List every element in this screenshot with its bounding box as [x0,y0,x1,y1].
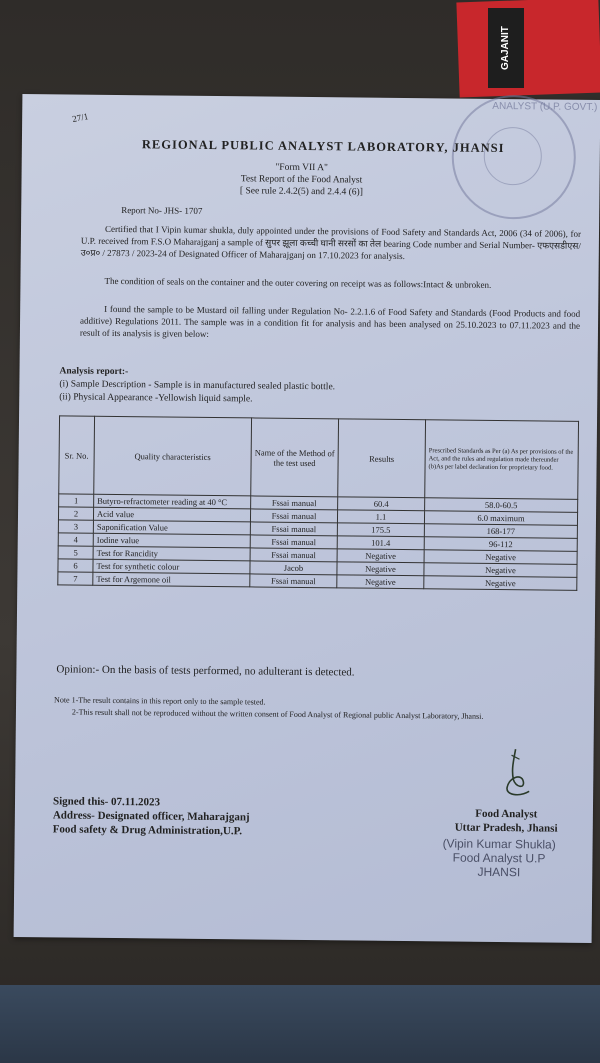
row-quality: Test for Argemone oil [93,572,250,587]
row-sr: 3 [58,520,93,533]
row-standard: 96-112 [424,537,577,552]
row-result: 101.4 [337,536,424,550]
test-report-document [14,94,600,943]
row-sr: 1 [59,494,94,507]
form-subtitle: Test Report of the Food Analyst [240,174,363,186]
row-quality: Butyro-refractometer reading at 40 °C [94,494,251,509]
row-standard: Negative [424,563,577,578]
opinion-statement: Opinion:- On the basis of tests performed, no adulterant is detected. [56,663,355,679]
notes-block [54,694,484,722]
bottom-cloth [0,985,600,1063]
row-standard: 168-177 [424,524,577,539]
analyst-location: Uttar Pradesh, Jhansi [454,821,558,835]
row-standard: Negative [424,576,577,591]
row-result: Negative [337,562,424,576]
header-sr-no: Sr. No. [59,416,95,494]
corner-mark: 27/1 [71,111,90,125]
signed-date: Signed this- 07.11.2023 [52,795,161,809]
analyst-signature [485,747,546,800]
physical-appearance: (ii) Physical Appearance -Yellowish liquid sample. [59,392,253,405]
book-title: GAJANIT [488,8,524,88]
signed-block [53,794,250,838]
seal-city: JHANSI [477,864,521,880]
analysis-heading: Analysis report:- [59,366,129,378]
header-method: Name of the Method of the test used [251,418,339,497]
row-sr: 4 [58,533,93,546]
row-method: Fssai manual [250,548,337,562]
row-result: Negative [337,549,424,563]
row-quality: Test for synthetic colour [93,559,250,574]
row-method: Jacob [250,561,337,575]
certification-paragraph: Certified that I Vipin kumar shukla, duly appointed under the provisions of Food Safety and Standards Act, 2006 (34 of 2006), for U.P. received from F.S.O Maharajganj a sample of सुपर झूला कच्ची घानी सरसों का तेल bearing Code number and Serial Number- एफएसडीएस/ उ०प्र० / 27873 / 2023-24 of Designated Officer of Maharajganj on 17.10.2023 for analysis. [80,223,582,262]
row-method: Fssai manual [251,496,338,510]
row-result: Negative [337,575,424,589]
lab-title: REGIONAL PUBLIC ANALYST LABORATORY, JHANSI [141,137,505,156]
analysis-results-table [57,415,579,590]
row-quality: Iodine value [93,533,250,548]
report-number: Report No- JHS- 1707 [121,205,203,216]
row-result: 1.1 [337,510,424,524]
row-sr: 5 [58,546,93,559]
sample-finding-paragraph: I found the sample to be Mustard oil falling under Regulation No- 2.2.1.6 of Food Safety and Standards (Food Products and food additive) Regulations 2011. The sample was in a condition fit for analysis and has been analysed on 25.10.2023 to 07.11.2023 and the result of its analysis is given below: [79,303,581,339]
row-quality: Acid value [93,507,250,522]
row-method: Fssai manual [250,574,337,588]
header-quality: Quality characteristics [94,416,252,496]
row-sr: 2 [58,507,93,520]
header-results: Results [338,419,426,498]
signed-address: Address- Designated officer, Maharajganj [52,809,250,824]
analyst-title: Food Analyst [475,807,538,821]
note-2: 2-This result shall not be reproduced without the written consent of Food Analyst of Regional public Analyst Laboratory, Jhansi. [71,707,484,721]
stamp-emblem [484,127,543,186]
analyst-block [455,807,558,836]
header-standards: Prescribed Standards as Per (a) As per provisions of the Act, and the rules and regulation made thereunder (b)As per label declaration for proprietary food. [425,420,579,500]
note-1: Note 1-The result contains in this report only to the sample tested. [54,695,266,707]
form-rule: [ See rule 2.4.2(5) and 2.4.4 (6)] [239,186,363,198]
row-sr: 7 [58,572,93,585]
row-quality: Saponification Value [93,520,250,535]
seal-title: Food Analyst U.P [452,850,546,866]
sample-description: (i) Sample Description - Sample is in manufactured sealed plastic bottle. [59,379,336,393]
row-standard: Negative [424,550,577,565]
row-quality: Test for Rancidity [93,546,250,561]
table-header-row [59,416,579,499]
name-seal [442,836,556,879]
row-standard: 58.0-60.5 [425,498,578,513]
row-standard: 6.0 maximum [424,511,577,526]
row-method: Fssai manual [250,522,337,536]
seal-condition-paragraph: The condition of seals on the container and the outer covering on receipt was as follows:Intact & unbroken. [104,275,492,290]
stamp-text: ANALYST (U.P. GOVT.) [492,100,598,114]
signed-department: Food safety & Drug Administration,U.P. [52,823,243,838]
row-result: 60.4 [338,497,425,511]
form-heading [201,161,401,199]
row-method: Fssai manual [250,509,337,523]
row-method: Fssai manual [250,535,337,549]
book-cover [456,0,600,97]
row-result: 175.5 [337,523,424,537]
row-sr: 6 [58,559,93,572]
seal-name: (Vipin Kumar Shukla) [442,836,556,852]
form-name: "Form VII A" [275,162,328,174]
